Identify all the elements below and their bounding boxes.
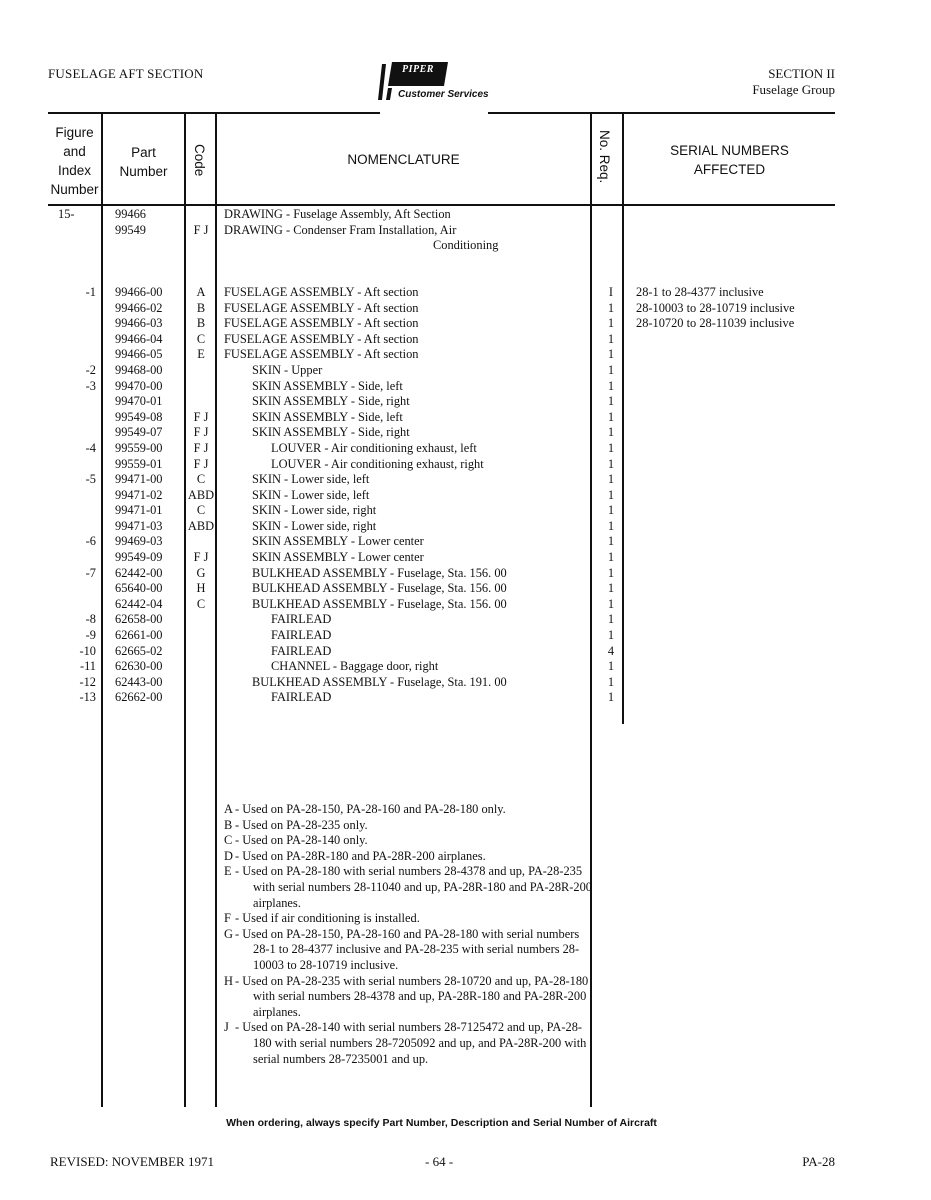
ordering-note: When ordering, always specify Part Number, Description and Serial Number of Aircraft <box>226 1117 657 1129</box>
serial-header-line: AFFECTED <box>693 162 766 177</box>
note-item <box>224 911 594 927</box>
figure-index: -3 <box>85 378 96 393</box>
nomenclature: SKIN ASSEMBLY - Side, left <box>252 378 403 393</box>
quantity-required: 1 <box>607 550 615 565</box>
note-item <box>224 849 594 865</box>
part-number: 99471-03 <box>115 518 163 533</box>
nomenclature: DRAWING - Fuselage Assembly, Aft Section <box>224 207 451 221</box>
nomenclature: BULKHEAD ASSEMBLY - Fuselage, Sta. 156. 00 <box>252 565 507 580</box>
nomenclature: FUSELAGE ASSEMBLY - Aft section <box>224 347 419 362</box>
serial-header-line: SERIAL NUMBERS <box>670 143 789 158</box>
code: A <box>196 284 206 299</box>
figure-index: -6 <box>85 534 96 549</box>
quantity-required: 1 <box>607 581 615 596</box>
part-number: 99559-01 <box>115 456 163 471</box>
part-number: 99549-07 <box>115 425 163 440</box>
quantity-required: 1 <box>607 659 615 674</box>
column-header-part <box>103 143 184 181</box>
part-number: 62662-00 <box>115 690 163 705</box>
table-row <box>0 597 931 613</box>
figure-index: -8 <box>85 612 96 627</box>
quantity-required: 1 <box>607 628 615 643</box>
code: ABD <box>187 487 215 502</box>
model-number: PA-28 <box>802 1154 835 1169</box>
figure-header-line: Number <box>50 182 99 197</box>
note-item <box>224 1020 594 1067</box>
figure-index: -2 <box>85 362 96 377</box>
note-item <box>224 833 594 849</box>
nomenclature: Conditioning <box>433 238 499 253</box>
table-row <box>0 441 931 457</box>
note-key: B <box>224 817 233 832</box>
page-number: - 64 - <box>425 1154 454 1169</box>
part-number: 99468-00 <box>115 362 163 377</box>
table-row <box>0 301 931 317</box>
part-number: 62658-00 <box>115 612 163 627</box>
table-row <box>0 269 931 285</box>
nomenclature: SKIN ASSEMBLY - Side, left <box>252 409 403 424</box>
nomenclature: SKIN ASSEMBLY - Lower center <box>252 550 424 565</box>
part-number: 99471-02 <box>115 487 163 502</box>
quantity-required: 1 <box>607 347 615 362</box>
code: F J <box>193 425 209 440</box>
table-row <box>0 285 931 301</box>
code: F J <box>193 440 209 455</box>
table-row <box>0 472 931 488</box>
note-item <box>224 818 594 834</box>
table-row <box>0 612 931 628</box>
note-key: G <box>224 926 233 941</box>
code: C <box>196 331 206 346</box>
note-text: - Used if air conditioning is installed. <box>235 911 420 926</box>
note-text: - Used on PA-28-180 with serial numbers 28-4378 and up, PA-28-235 with serial numbers 28-11040 and up, PA-28R-180 and PA-28R-200 airplanes. <box>235 864 593 910</box>
figure-index: -12 <box>79 674 96 689</box>
table-row <box>0 675 931 691</box>
figure-index: -11 <box>79 659 96 674</box>
logo-brand: PIPER <box>402 64 434 75</box>
code: F J <box>193 456 209 471</box>
part-number: 99466 <box>115 207 146 221</box>
part-number: 99549 <box>115 222 146 237</box>
nomenclature: BULKHEAD ASSEMBLY - Fuselage, Sta. 156. 00 <box>252 596 507 611</box>
code: F J <box>193 409 209 424</box>
figure-header-line: Figure <box>55 125 94 140</box>
note-text: - Used on PA-28-150, PA-28-160 and PA-28-180 only. <box>235 802 506 816</box>
parts-list <box>0 207 931 706</box>
note-text: - Used on PA-28R-180 and PA-28R-200 airplanes. <box>235 848 486 863</box>
quantity-required: 1 <box>607 362 615 377</box>
quantity-required: 1 <box>607 690 615 705</box>
serial-numbers: 28-10003 to 28-10719 inclusive <box>636 300 795 315</box>
quantity-required: 1 <box>607 378 615 393</box>
part-number: 99466-00 <box>115 284 163 299</box>
code: C <box>196 472 206 487</box>
note-text: - Used on PA-28-140 with serial numbers 28-7125472 and up, PA-28-180 with serial numbers 28-7205092 and up, and PA-28R-200 with serial numbers 28-7235001 and up. <box>235 1020 587 1066</box>
note-item <box>224 864 594 911</box>
quantity-required: 1 <box>607 425 615 440</box>
code: B <box>196 316 206 331</box>
table-row <box>0 379 931 395</box>
quantity-required: 1 <box>607 565 615 580</box>
table-row <box>0 457 931 473</box>
nomenclature: SKIN ASSEMBLY - Side, right <box>252 425 410 440</box>
column-header-code: Code <box>192 144 207 177</box>
table-row <box>0 254 931 270</box>
table-row <box>0 238 931 254</box>
note-text: - Used on PA-28-140 only. <box>235 833 368 848</box>
table-row <box>0 332 931 348</box>
nomenclature: BULKHEAD ASSEMBLY - Fuselage, Sta. 191. 00 <box>252 674 507 689</box>
quantity-required: 1 <box>607 596 615 611</box>
quantity-required: 1 <box>607 472 615 487</box>
section-heading <box>752 66 835 98</box>
note-key: H <box>224 973 233 988</box>
nomenclature: FUSELAGE ASSEMBLY - Aft section <box>224 316 419 331</box>
note-item <box>224 974 594 1021</box>
quantity-required: 1 <box>607 456 615 471</box>
column-header-nomenclature: NOMENCLATURE <box>347 152 460 167</box>
top-rule-left <box>48 112 380 114</box>
nomenclature: FUSELAGE ASSEMBLY - Aft section <box>224 331 419 346</box>
nomenclature: SKIN - Lower side, left <box>252 487 370 502</box>
table-row <box>0 503 931 519</box>
part-number: 99466-04 <box>115 331 163 346</box>
quantity-required: 1 <box>607 674 615 689</box>
table-row <box>0 223 931 239</box>
figure-index: -5 <box>85 472 96 487</box>
nomenclature: SKIN - Lower side, right <box>252 518 377 533</box>
note-key: C <box>224 833 233 848</box>
note-key: J <box>224 1020 229 1035</box>
nomenclature: FAIRLEAD <box>271 643 332 658</box>
quantity-required: 1 <box>607 534 615 549</box>
nomenclature: FAIRLEAD <box>271 628 332 643</box>
table-row <box>0 519 931 535</box>
quantity-required: 1 <box>607 394 615 409</box>
code: B <box>196 300 206 315</box>
note-text: - Used on PA-28-235 with serial numbers 28-10720 and up, PA-28-180 with serial numbers 28-4378 and up, PA-28R-180 and PA-28R-200 airplanes. <box>235 973 589 1019</box>
part-number: 99470-00 <box>115 378 163 393</box>
section-title: FUSELAGE AFT SECTION <box>48 66 204 81</box>
column-header-qty: No. Req. <box>597 130 612 184</box>
code: F J <box>193 550 209 565</box>
part-number: 99549-09 <box>115 550 163 565</box>
part-number: 62442-04 <box>115 596 163 611</box>
quantity-required: 1 <box>607 316 615 331</box>
code: G <box>196 565 206 580</box>
serial-numbers: 28-1 to 28-4377 inclusive <box>636 284 764 299</box>
quantity-required: I <box>608 284 614 299</box>
figure-index: -10 <box>79 643 96 658</box>
group-name: Fuselage Group <box>752 82 835 97</box>
table-row <box>0 581 931 597</box>
table-row <box>0 644 931 660</box>
table-row <box>0 534 931 550</box>
code: C <box>196 596 206 611</box>
note-key: D <box>224 848 233 863</box>
part-number: 62630-00 <box>115 659 163 674</box>
code: C <box>196 503 206 518</box>
figure-index: -4 <box>85 440 96 455</box>
code: H <box>196 581 206 596</box>
part-number: 99549-08 <box>115 409 163 424</box>
figure-index: 15- <box>58 207 75 221</box>
nomenclature: SKIN ASSEMBLY - Lower center <box>252 534 424 549</box>
nomenclature: FAIRLEAD <box>271 690 332 705</box>
nomenclature: FUSELAGE ASSEMBLY - Aft section <box>224 300 419 315</box>
note-key: E <box>224 864 232 879</box>
nomenclature: LOUVER - Air conditioning exhaust, left <box>271 440 477 455</box>
piper-logo <box>378 60 508 106</box>
code: ABD <box>187 518 215 533</box>
note-key: A <box>224 802 233 816</box>
revision-date: REVISED: NOVEMBER 1971 <box>50 1154 214 1169</box>
column-header-serial <box>624 141 835 179</box>
part-header-line: Part <box>131 145 156 160</box>
nomenclature: SKIN - Lower side, left <box>252 472 370 487</box>
code: E <box>197 347 205 362</box>
quantity-required: 1 <box>607 331 615 346</box>
part-number: 65640-00 <box>115 581 163 596</box>
top-rule-right <box>488 112 835 114</box>
code-notes <box>224 802 594 1067</box>
nomenclature: FUSELAGE ASSEMBLY - Aft section <box>224 284 419 299</box>
figure-index: -1 <box>85 284 96 299</box>
figure-index: -9 <box>85 628 96 643</box>
note-key: F <box>224 911 231 926</box>
table-row <box>0 347 931 363</box>
quantity-required: 1 <box>607 440 615 455</box>
figure-header-line: Index <box>57 163 92 178</box>
nomenclature: SKIN - Upper <box>252 362 323 377</box>
part-number: 62665-02 <box>115 643 163 658</box>
part-number: 62442-00 <box>115 565 163 580</box>
table-row <box>0 550 931 566</box>
quantity-required: 4 <box>607 643 615 658</box>
note-item <box>224 802 594 818</box>
note-text: - Used on PA-28-235 only. <box>235 817 368 832</box>
serial-numbers: 28-10720 to 28-11039 inclusive <box>636 316 795 331</box>
quantity-required: 1 <box>607 487 615 502</box>
quantity-required: 1 <box>607 409 615 424</box>
table-row <box>0 628 931 644</box>
figure-index: -7 <box>85 565 96 580</box>
part-number: 99471-01 <box>115 503 163 518</box>
table-row <box>0 363 931 379</box>
part-number: 99466-05 <box>115 347 163 362</box>
part-header-line: Number <box>119 164 168 179</box>
nomenclature: BULKHEAD ASSEMBLY - Fuselage, Sta. 156. 00 <box>252 581 507 596</box>
figure-header-line: and <box>63 144 86 159</box>
table-row <box>0 659 931 675</box>
nomenclature: CHANNEL - Baggage door, right <box>271 659 439 674</box>
table-row <box>0 566 931 582</box>
note-item <box>224 927 594 974</box>
nomenclature: LOUVER - Air conditioning exhaust, right <box>271 456 484 471</box>
section-number: SECTION II <box>768 66 835 81</box>
part-number: 99466-03 <box>115 316 163 331</box>
part-number: 99471-00 <box>115 472 163 487</box>
code: F J <box>193 222 209 237</box>
table-row <box>0 394 931 410</box>
table-row <box>0 488 931 504</box>
figure-index: -13 <box>79 690 96 705</box>
nomenclature: DRAWING - Condenser Fram Installation, Air <box>224 222 457 237</box>
table-row <box>0 410 931 426</box>
header-rule <box>48 204 835 206</box>
logo-tagline: Customer Services <box>398 89 489 100</box>
table-row <box>0 207 931 223</box>
table-row <box>0 425 931 441</box>
table-row <box>0 316 931 332</box>
quantity-required: 1 <box>607 300 615 315</box>
part-number: 99470-01 <box>115 394 163 409</box>
quantity-required: 1 <box>607 518 615 533</box>
note-text: - Used on PA-28-150, PA-28-160 and PA-28-180 with serial numbers 28-1 to 28-4377 inclusive and PA-28-235 with serial numbers 28-10003 to 28-10719 inclusive. <box>235 926 580 972</box>
part-number: 99469-03 <box>115 534 163 549</box>
nomenclature: SKIN - Lower side, right <box>252 503 377 518</box>
quantity-required: 1 <box>607 503 615 518</box>
part-number: 62661-00 <box>115 628 163 643</box>
part-number: 62443-00 <box>115 674 163 689</box>
nomenclature: SKIN ASSEMBLY - Side, right <box>252 394 410 409</box>
column-header-figure <box>48 123 101 199</box>
table-row <box>0 690 931 706</box>
part-number: 99559-00 <box>115 440 163 455</box>
nomenclature: FAIRLEAD <box>271 612 332 627</box>
part-number: 99466-02 <box>115 300 163 315</box>
quantity-required: 1 <box>607 612 615 627</box>
